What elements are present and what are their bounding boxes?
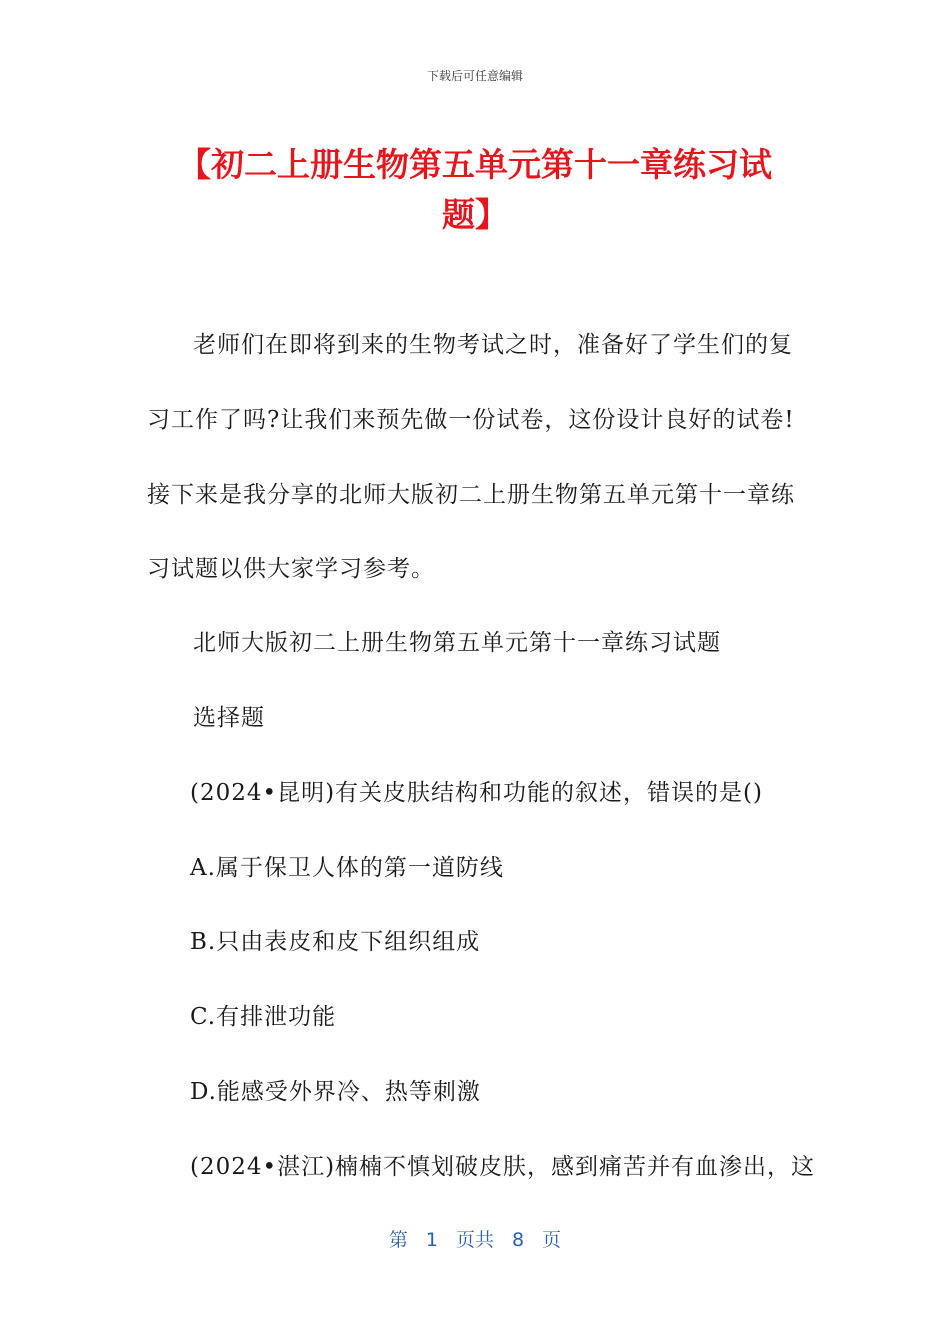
- question-1-stem: (2024•昆明)有关皮肤结构和功能的叙述，错误的是(): [190, 780, 763, 806]
- section-heading: 选择题: [193, 705, 265, 731]
- document-subtitle: 北师大版初二上册生物第五单元第十一章练习试题: [193, 630, 721, 656]
- question-1-option-b: B.只由表皮和皮下组织组成: [190, 929, 481, 955]
- question-2-stem: (2024•湛江)楠楠不慎划破皮肤，感到痛苦并有血渗出，这: [190, 1154, 816, 1180]
- intro-line-1: 老师们在即将到来的生物考试之时，准备好了学生们的复: [193, 332, 793, 358]
- intro-line-4: 习试题以供大家学习参考。: [147, 556, 435, 582]
- document-title: 【初二上册生物第五单元第十一章练习试题】: [178, 145, 772, 234]
- question-1-option-a: A.属于保卫人体的第一道防线: [190, 855, 504, 881]
- question-1-option-c: C.有排泄功能: [190, 1004, 337, 1030]
- intro-line-2: 习工作了吗?让我们来预先做一份试卷，这份设计良好的试卷!: [147, 407, 795, 433]
- intro-line-3: 接下来是我分享的北师大版初二上册生物第五单元第十一章练: [147, 482, 795, 508]
- question-1-option-d: D.能感受外界冷、热等刺激: [190, 1079, 481, 1105]
- header-note: 下载后可任意编辑: [426, 69, 523, 83]
- page-number: 第 1 页共 8 页: [388, 1229, 562, 1251]
